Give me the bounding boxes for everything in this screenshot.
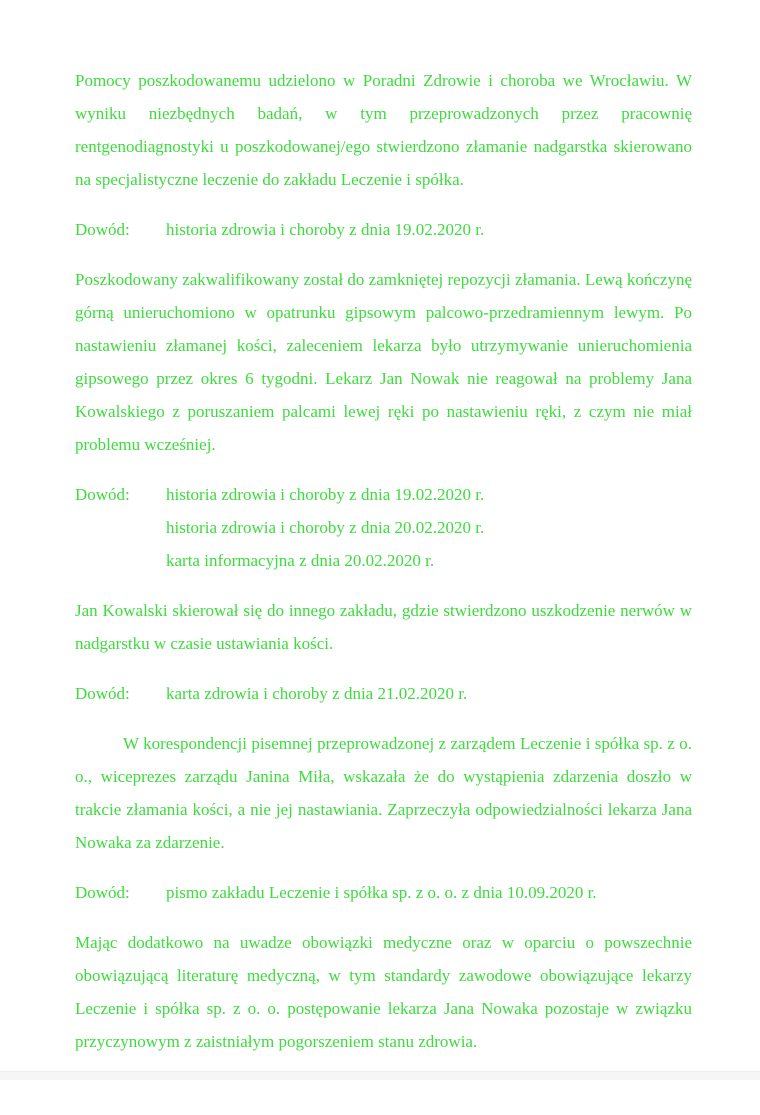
evidence-block — [75, 876, 692, 909]
body-paragraph: Jan Kowalski skierował się do innego zakładu, gdzie stwierdzono uszkodzenie nerwów w nadgarstku w czasie ustawiania kości. — [75, 601, 692, 653]
evidence-item: karta informacyjna z dnia 20.02.2020 r. — [166, 551, 435, 570]
evidence-item: karta zdrowia i choroby z dnia 21.02.2020 r. — [166, 684, 468, 703]
evidence-items — [166, 478, 692, 577]
evidence-block — [75, 213, 692, 246]
evidence-items — [166, 876, 692, 909]
evidence-label: Dowód: — [75, 883, 130, 902]
evidence-item: historia zdrowia i choroby z dnia 19.02.2020 r. — [166, 220, 485, 239]
evidence-label: Dowód: — [75, 220, 130, 239]
body-paragraph: Mając dodatkowo na uwadze obowiązki medyczne oraz w oparciu o powszechnie obowiązującą literaturę medyczną, w tym standardy zawodowe obowiązujące lekarzy Leczenie i spółka sp. z o. o. postępowanie lekarza Jana Nowaka pozostaje w związku przyczynowym z zaistniałym pogorszeniem stanu zdrowia. — [75, 933, 692, 1051]
evidence-items — [166, 213, 692, 246]
evidence-block — [75, 478, 692, 577]
evidence-label: Dowód: — [75, 684, 130, 703]
evidence-block — [75, 677, 692, 710]
body-paragraph: Poszkodowany zakwalifikowany został do zamkniętej repozycji złamania. Lewą kończynę górną unieruchomiono w opatrunku gipsowym palcowo-przedramiennym lewym. Po nastawieniu złamanej kości, zaleceniem lekarza było utrzymywanie unieruchomienia gipsowego przez okres 6 tygodni. Lekarz Jan Nowak nie reagował na problemy Jana Kowalskiego z poruszaniem palcami lewej ręki po nastawieniu ręki, z czym nie miał problemu wcześniej. — [75, 270, 692, 454]
evidence-label: Dowód: — [75, 485, 130, 504]
evidence-items — [166, 677, 692, 710]
evidence-item: pismo zakładu Leczenie i spółka sp. z o. o. z dnia 10.09.2020 r. — [166, 883, 597, 902]
page-bottom-edge — [0, 1071, 760, 1080]
evidence-item: historia zdrowia i choroby z dnia 20.02.2020 r. — [166, 518, 485, 537]
body-paragraph: Pomocy poszkodowanemu udzielono w Poradni Zdrowie i choroba we Wrocławiu. W wyniku niezbędnych badań, w tym przeprowadzonych przez pracownię rentgenodiagnostyki u poszkodowanej/ego stwierdzono złamanie nadgarstka skierowano na specjalistyczne leczenie do zakładu Leczenie i spółka. — [75, 71, 692, 189]
evidence-item: historia zdrowia i choroby z dnia 19.02.2020 r. — [166, 485, 485, 504]
body-paragraph-indented: W korespondencji pisemnej przeprowadzonej z zarządem Leczenie i spółka sp. z o. o., wiceprezes zarządu Janina Miła, wskazała że do wystąpienia zdarzenia doszło w trakcie złamania kości, a nie jej nastawiania. Zaprzeczyła odpowiedzialności lekarza Jana Nowaka za zdarzenie. — [75, 734, 692, 852]
